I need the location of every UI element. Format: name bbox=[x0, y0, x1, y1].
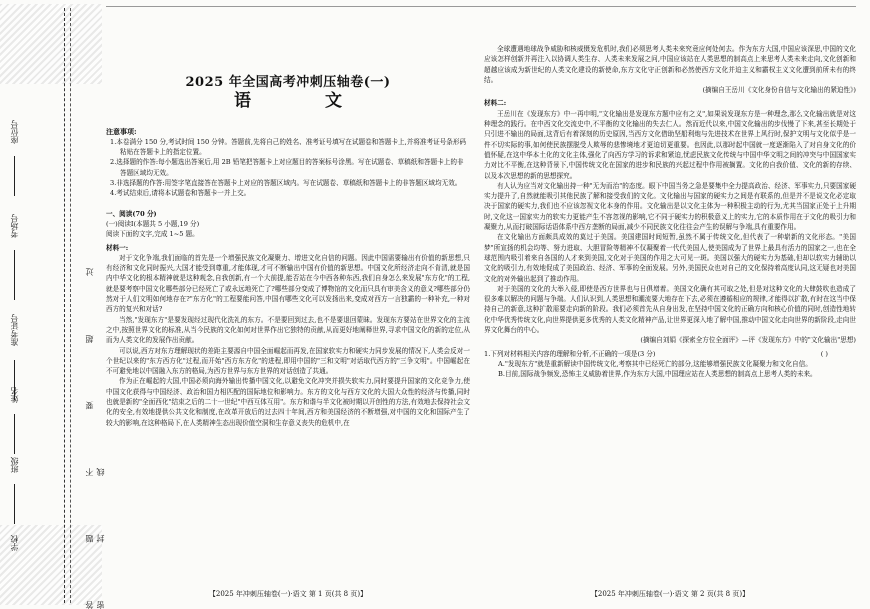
option-b: B.目前,国际战争频发,恐怖主义威胁着世界,作为东方大国,中国理应站在人类思想的制高点上思考人类的未来。 bbox=[498, 370, 817, 379]
source-citation: (摘编自刘娟《探索全方位全面评》—评《发现东方》中的"文化输出"思想) bbox=[640, 336, 856, 345]
material-1-heading: 材料一: bbox=[106, 243, 129, 252]
subsection-heading: (一)阅读Ⅰ(本题共 5 小题,19 分) bbox=[106, 219, 200, 228]
material-2-heading: 材料二: bbox=[484, 99, 507, 108]
note-item: 2.选择题的作答:每小题选出答案后,用 2B 铅笔把答题卡上对应题目的答案标号涂黑。写在试题卷、草稿纸和答题卡上的非答题区域均无效。 bbox=[110, 158, 464, 177]
seal-line-inner bbox=[70, 8, 71, 603]
subject-title: 语 文 bbox=[234, 91, 376, 112]
instruction: 阅读下面的文字,完成 1~5 题。 bbox=[106, 230, 199, 239]
field-name: 姓名 bbox=[10, 387, 19, 403]
field-class: 班级 bbox=[10, 457, 19, 473]
page-footer: 【2025 年冲刺压轴卷(一)·语文 第 1 页(共 8 页)】 bbox=[208, 589, 368, 598]
passage-paragraph: 王岳川在《发现东方》中一再申明,"文化输出是发现东方题中应有之义",如果说发现东方是一种理念,那么文化输出就是对这种理念的践行。在中西文化交流史中,不平衡的文化输出的失去仁人。然而近代以来,中国文化输出的步伐慢了下来,甚至长期处于只引进不输出的局面,这背后有着深刻的历史原因,当西方文化借助坚船利炮与先进技术在世界上风行时,保护文明与文化似乎是一件不切实际的事,如何使民族摆脱受人欺辱的悲惨境地才更迫切更重要。也因此,以那时起中国就一度逐渐陷入了对自身文化的价值怀疑,在这中华本土化的文化主体,强化了向西方学习的诉求和紧迫,忧虑民族文化传统与中国中华文明之间的冲突与中国国家实力对比不平衡,在这种背景下,中国传统文化在国家的进步和民族的兴起过程中作用被搁置。文化的自我价值、文化的新的存续、以及本次思想的新的思想探究。 bbox=[484, 109, 856, 180]
passage-paragraph: 对于文化争端,我们面临的首先是一个增强民族文化凝聚力、增进文化自信的问题。因此中国需要输出有价值的新思想,只有经济和文化同时振兴,大国才能受到尊重,才能体现,才可不断输出中国有价值的新思想。中国文化所经济走向不肯清,就是国内中华文化的根本精神就是这种观念,自我创新,有一个大前提,能否站在今中西各种东西,我们自身怎么来发展"东方化"的工程,就是要考察中国文化哪些部分已经死亡了或永远地死亡了?哪些部分变成了博物馆的文化而只具有审美含义的意义?哪些部分仍然对于人们文明如何地存在?"东方化"的工程要能问答,中国有哪些文化可以发扬出来,变成对西方一言独霸的一种补充,一种对西方的复兴和对话? bbox=[106, 253, 470, 314]
passage-paragraph: 当然,"发现东方"是要发现经过现代化洗礼的东方。不是要回到过去,也不是要退回蒙昧。发现东方要站在世界文化的主流之中,按照世界文化的标准,从当今民族的文化如何对世界作出它独特的贡献,从而更好地阐释世界,寻求中国文化的新的定位,从而为人类文化的发展作出贡献。 bbox=[106, 315, 470, 345]
field-school: 学校 bbox=[10, 535, 19, 551]
field-line bbox=[14, 414, 15, 454]
field-ticket-number: 准考证号 bbox=[10, 314, 19, 346]
seal-warning: 答 题 不 要 超 过 密 封 线 bbox=[85, 240, 105, 609]
question-1 bbox=[484, 349, 856, 359]
passage-paragraph: 可以说,西方对东方理解现状的差距主要源自中国全面崛起而再发,在国家软实力和硬实力同步发展的情况下,人类会反对一个世纪以来的"东方西方化"过程,而开始"西方东方化"的进程,即用中国的"三和文明"对话取代西方的"三争文明"。中国崛起在不可避免地以中国融入东方的格局,为西方世界与东方世界的对话创造了共通。 bbox=[106, 346, 470, 376]
section-heading: 一、阅读(70 分) bbox=[106, 209, 157, 218]
field-exam-room: 考场号 bbox=[10, 214, 19, 238]
binding-strip bbox=[0, 0, 105, 609]
field-line bbox=[14, 156, 15, 196]
page-footer: 【2025 年冲刺压轴卷(一)·语文 第 2 页(共 8 页)】 bbox=[590, 589, 750, 598]
page-1 bbox=[106, 0, 470, 609]
passage-paragraph: 对于美国的文化的大举入侵,即使是西方世界也与日俱增着。美国文化确有其可取之处,但是对这种文化的大肆鼓吹也造成了很多难以解决的问题与争端。人们认识到,人类思想和潮流要大地存在下去,必须在遵循相应的规律,才能得以扩散,有时在这当中保持自己的新意,这种扩散需要走向新的阶段。我们必须首先从自身出发,在坚持中国文化的正确方向和核心价值的同时,创造性地转化中华优秀传统文化,向世界提供更多优秀的人类文化精神产品,让世界更深入地了解中国,推动中国文化走向世界的新阶段,走向世界文化舞台的中心。 bbox=[484, 284, 856, 335]
note-item: 3.非选择题的作答:用签字笔直接答在答题卡上对应的答题区域内。写在试题卷、草稿纸和答题卡上的非答题区域均无效。 bbox=[110, 179, 462, 188]
passage-paragraph: 作为正在崛起的大国,中国必须向海外输出传播中国文化,以避免文化冲突并损失软实力,同时要提升国家的文化竞争力,使中国文化获得与中国经济、政治和国力相匹配的国际地位和影响力。东方的文化与西方文化的大国大众性的经济与传播,同时也就是新的"全面西化"结束之后的二十一世纪"中西互体互用"。东方和谐与半文化被时期以开创性的方法,有效地去保持社会文化的安全,有效地提供公共文化和制度,在改革开放后的过去四十年间,西方和美国经济的不断增强,对中国的文化和国际产生了较大的影响,在这种格局下,在人类精神生态出现价值空洞和生存意义丧失的危机中,在 bbox=[106, 377, 470, 427]
field-line bbox=[14, 484, 15, 524]
option-a: A."发现东方"就是重新解读中国传统文化,考察其中已经死亡的部分,这能够增强民族文化凝聚力和文化自信。 bbox=[498, 359, 812, 368]
field-line bbox=[14, 250, 15, 300]
source-citation: (摘编自王岳川《文化身份自信与文化输出的紧迫性》) bbox=[702, 86, 856, 95]
answer-blank: ( ) bbox=[820, 349, 828, 358]
seal-line bbox=[64, 8, 65, 603]
notes-heading: 注意事项: bbox=[106, 126, 137, 136]
question-stem: 1.下列对材料相关内容的理解和分析,不正确的一项是(3 分) bbox=[484, 349, 656, 358]
exam-title: 2025 年全国高考冲刺压轴卷(一) bbox=[185, 75, 391, 90]
note-item: 1.本卷满分 150 分,考试时间 150 分钟。答题前,先将自己的姓名、准考证号填写在试题卷和答题卡上,并将准考证号条形码粘贴在答题卡上的指定位置。 bbox=[110, 137, 467, 157]
passage-paragraph: 全球遭遇地球战争威胁和核威慑发危机时,我们必须思考人类未来究竟应何处何去。作为东方大国,中国应该深思,中国的文化应该怎样创新并再注入以协调人类生存、人类未来发展之问,中国应该站在人类思想的制高点上来思考人类未来走向,文化创新和超越应该成为新世纪的人类文化建设的新使命,东方文化守正创新和必然使西方文化并迫主义和霸权主义文化遭到前所未有的终结。 bbox=[484, 45, 856, 84]
note-item: 4.考试结束后,请将本试题卷和答题卡一并上交。 bbox=[110, 189, 251, 198]
passage-paragraph: 在文化输出方面颇具成效的莫过于美国。美国建国时间短暂,虽然不属于传统文化,但代表了一种崭新的文化形态。"美国梦"所宣扬的机会均等、努力进取、大胆冒险等精神不仅凝聚着一代代美国人,使美国成为了世界上最具有活力的国家之一,也在全球范围内吸引着来自各国的人才来到美国,文化对于美国的作用之大可见一斑。美国以强大的硬实力为基础,但却以软实力辅助以文化的吸引力,有效地促成了美国政治、经济、军事的全面发展。另外,美国民众也对自己的文化保持着高度认同,这无疑也对美国文化的对外输出起到了推动作用。 bbox=[484, 233, 856, 283]
passage-paragraph: 有人认为应当对文化输出持一种"无为而治"的态度。眼下中国当务之急是要集中全力提高政治、经济、军事实力,只要国家硬实力提升了,自然就能吸引其他民族了解和接受我们的文化。文化输出与国家的硬实力之间是有联系的,但是并不是说文化必定取决于国家的硬实力,我们也不应该忽视文化本身的作用。文化输出是以文化主体为一种积极主动的行为,尤其当国家正处于上升期时,文化这一国家实力的软实力更能产生不容忽视的影响,它不同于硬实力的积极意义上的实力,它的本质作用在于文化的吸引力和凝聚力,从而打破国际话语体系中西方垄断的局面,减少不同民族文化往往会产生的误解与争端,具有重要作用。 bbox=[484, 181, 856, 232]
binding-hatch-top bbox=[0, 4, 102, 84]
field-seat-number: 座位号 bbox=[10, 120, 19, 144]
page-2 bbox=[484, 0, 856, 609]
